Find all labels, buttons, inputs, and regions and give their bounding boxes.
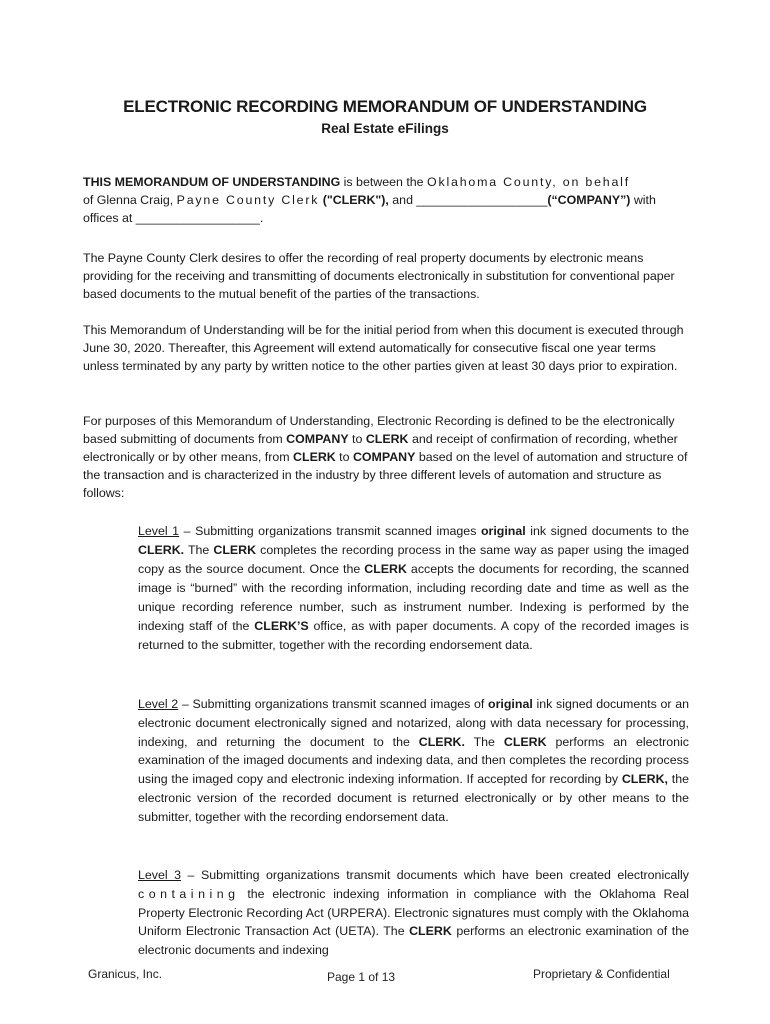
footer-company: Granicus, Inc. — [88, 967, 163, 981]
level-1-label: Level 1 — [138, 524, 180, 538]
definition-text-d: to — [335, 450, 353, 464]
definition-text-b: to — [348, 432, 366, 446]
level-1-clerk-4: CLERK’S — [254, 619, 309, 633]
level-3-text-a: – Submitting organizations transmit documents which have been created electronically — [181, 868, 689, 882]
level-3-containing: containing — [138, 886, 240, 901]
intro-text-e: offices at __________________. — [83, 211, 264, 225]
level-3-clerk-1: CLERK — [409, 924, 452, 939]
intro-text-a: is between the — [340, 175, 428, 189]
paragraph-definition — [83, 412, 688, 502]
document-subtitle: Real Estate eFilings — [321, 121, 449, 136]
intro-paragraph — [83, 173, 688, 227]
level-2-text-c: The — [464, 734, 504, 749]
definition-text-a: For purposes of this Memorandum of Understanding, Electronic Recording is defined to be the electronically based submitting of documents from — [83, 414, 675, 446]
definition-clerk: CLERK — [365, 432, 409, 446]
level-2-paragraph — [138, 695, 689, 827]
paragraph-purpose: The Payne County Clerk desires to offer the recording of real property documents by electronic means providing for the receiving and transmitting of documents electronically in substitution for conventional paper based documents to the mutual benefit of the parties of the transactions. — [83, 251, 675, 301]
paragraph-term: This Memorandum of Understanding will be for the initial period from when this document is executed through June 30, 2020. Thereafter, this Agreement will extend automatically for consecutive fiscal one year terms unless terminated by any party by written notice to the other parties given at least 30 days prior to expiration. — [83, 323, 684, 373]
level-1-text-e: accepts the documents for recording, the scanned image is “burned” with the recording information, including recording date and time as well as the unique recording reference number, such as instrument number. Indexing is performed by the indexing staff of the — [138, 562, 689, 633]
level-2-text-e: the electronic version of the recorded document is returned electronically or by other means to the submitter, together with the recording endorsement data. — [138, 772, 689, 824]
level-2-text-d: performs an electronic examination of the imaged documents and indexing data, and then completes the recording process using the imaged copy and electronic indexing information. If accepted for recording by — [138, 734, 690, 787]
level-3-label: Level 3 — [138, 868, 182, 882]
level-3-paragraph — [138, 866, 689, 960]
intro-clerk: ("CLERK"), — [319, 193, 389, 207]
level-1-text-b: ink signed documents to the — [525, 524, 689, 538]
level-1-text-c: The — [184, 543, 214, 557]
level-1-paragraph — [138, 522, 689, 655]
definition-company: COMPANY — [286, 432, 349, 446]
intro-county-b: Payne County Clerk — [176, 193, 320, 207]
level-1-text-f: office, as with paper documents. A copy of the recorded images is returned to the submitter, together with the recording endorsement data. — [138, 619, 689, 652]
intro-county-a: Oklahoma County, on behalf — [427, 175, 630, 189]
level-2-original: original — [488, 697, 533, 711]
level-3-text-b: the electronic indexing information in compliance with the Oklahoma Real Property Electronic Recording Act (URPERA). Electronic signatures must comply with the Oklahoma Uniform Electronic Transaction Act (UETA). The — [138, 886, 689, 939]
intro-text-d: with — [630, 193, 656, 207]
definition-text-c: and receipt of confirmation of recording, whether electronically or by other means, from — [83, 432, 678, 464]
definition-text-e: based on the level of automation and structure of the transaction and is characterized in the industry by three different levels of automation and structure as follows: — [83, 450, 688, 500]
level-1-clerk-3: CLERK — [364, 562, 407, 576]
level-2-clerk-3: CLERK, — [621, 772, 668, 787]
level-2-text-b: ink signed documents or an electronic document electronically signed and notarized, along with data necessary for processing, indexing, and returning the document to the — [138, 697, 689, 749]
level-1-original: original — [480, 524, 526, 538]
level-3-text-c: performs an electronic examination of the electronic documents and indexing — [138, 924, 689, 958]
document-title: ELECTRONIC RECORDING MEMORANDUM OF UNDERSTANDING — [123, 97, 647, 116]
intro-bold-lead: THIS MEMORANDUM OF UNDERSTANDING — [83, 175, 341, 189]
intro-text-b: of Glenna Craig, — [83, 193, 177, 207]
definition-company-2: COMPANY — [352, 450, 416, 464]
footer-confidential: Proprietary & Confidential — [533, 967, 670, 981]
intro-company: (“COMPANY”) — [547, 193, 631, 207]
level-1-clerk-1: CLERK. — [138, 543, 185, 557]
intro-text-c: and ___________________ — [388, 193, 548, 207]
level-1-clerk-2: CLERK — [213, 543, 257, 557]
footer-page-number: Page 1 of 13 — [327, 970, 396, 984]
level-2-text-a: – Submitting organizations transmit scanned images of — [178, 697, 489, 711]
level-2-clerk-2: CLERK — [503, 734, 547, 749]
level-1-text-a: – Submitting organizations transmit scanned images — [179, 524, 481, 538]
level-2-clerk-1: CLERK. — [418, 734, 465, 749]
level-1-text-d: completes the recording process in the same way as paper using the imaged copy as the source document. Once the — [138, 543, 689, 576]
definition-clerk-2: CLERK — [293, 450, 336, 464]
level-2-label: Level 2 — [138, 697, 179, 711]
